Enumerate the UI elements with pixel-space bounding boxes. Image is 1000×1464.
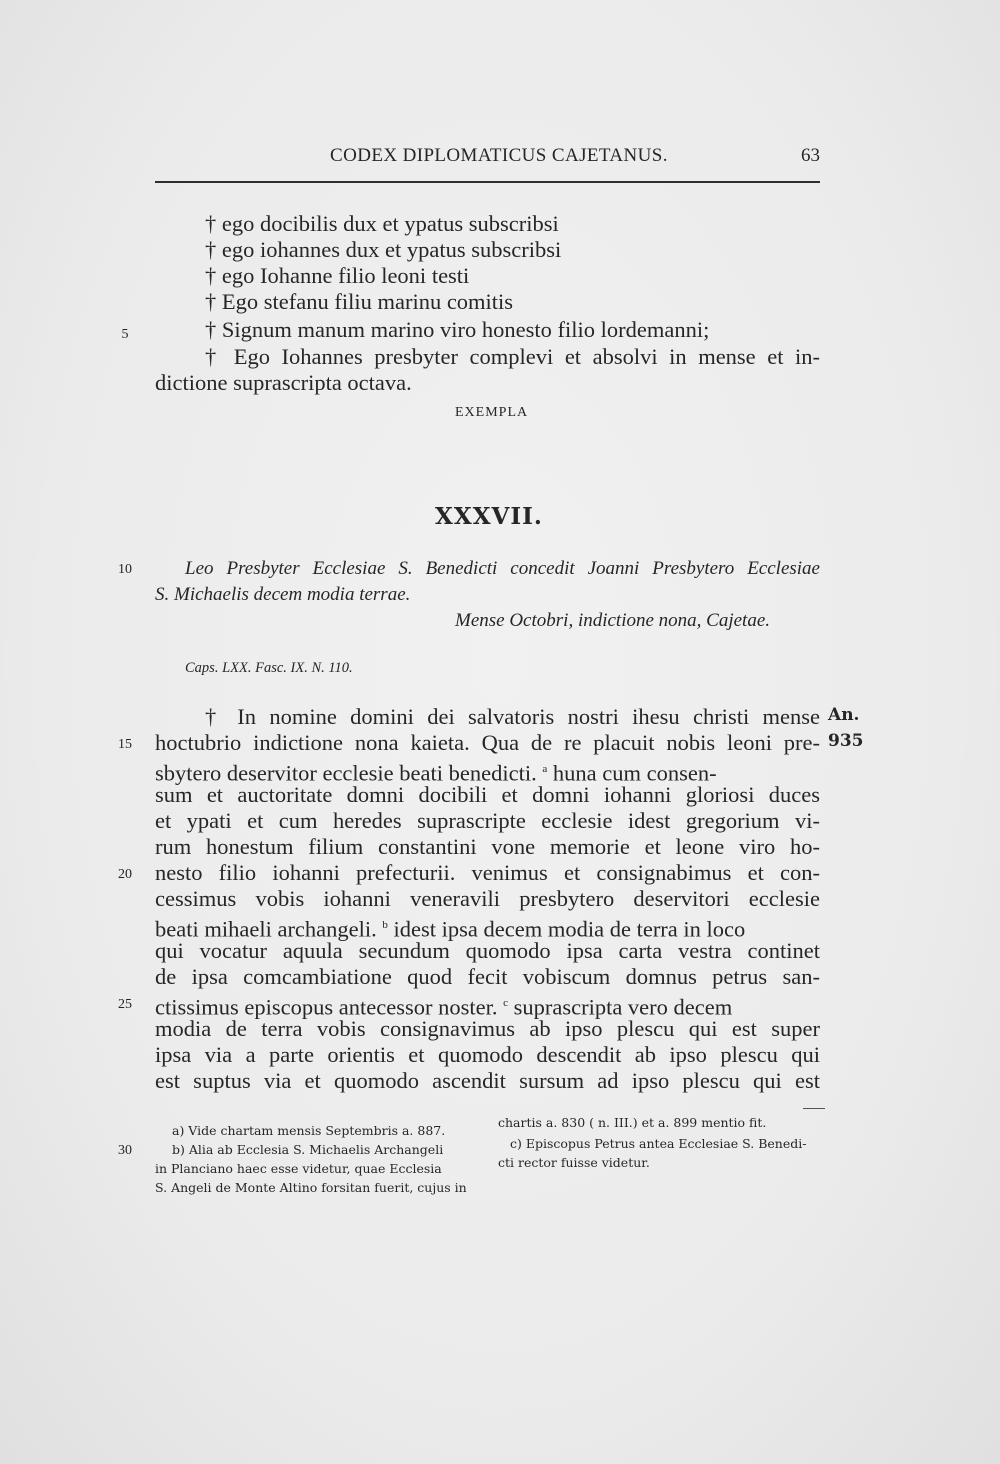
body-line: sbytero deservitor ecclesie beati benedicti. $^a$ huna cum consen- (155, 760, 717, 786)
header-rule (155, 181, 820, 183)
signature-line: † Ego stefanu filiu marinu comitis (205, 289, 514, 314)
body-line: est suptus via et quomodo ascendit sursum ad ipso plescu qui est (155, 1068, 820, 1093)
running-title: CODEX DIPLOMATICUS CAJETANUS. (330, 145, 668, 166)
margin-line-number: 25 (118, 997, 132, 1012)
body-line: beati mihaeli archangeli. $^b$ idest ipsa decem modia de terra in loco (155, 916, 746, 942)
body-line: modia de terra vobis consignavimus ab ipso plescu qui est super (155, 1016, 820, 1041)
body-line: nesto filio iohanni prefecturii. venimus et consignabimus et con- (155, 860, 820, 885)
signature-line: † Signum manum marino viro honesto filio lordemanni; (205, 317, 710, 342)
margin-line-number: 15 (118, 737, 132, 752)
footnote-mark[interactable]: a (542, 763, 548, 775)
footnote-mark[interactable]: b (382, 919, 388, 931)
footnote-mark[interactable]: c (503, 997, 508, 1009)
signature-line: dictione suprascripta octava. (155, 370, 412, 395)
page-number: 63 (801, 145, 820, 166)
body-line: sum et auctoritate domni docibili et domni iohanni gloriosi duces (155, 782, 820, 807)
footnote-line: in Planciano haec esse videtur, quae Ecclesia (155, 1161, 442, 1176)
signature-line: † ego iohannes dux et ypatus subscribsi (205, 237, 562, 262)
body-line: et ypati et cum heredes suprascripte ecclesie idest gregorium vi- (155, 808, 820, 833)
body-line: hoctubrio indictione nona kaieta. Qua de re placuit nobis leoni pre- (155, 730, 820, 755)
footnote-line: cti rector fuisse videtur. (498, 1155, 650, 1170)
footnote-line: b) Alia ab Ecclesia S. Michaelis Archangeli (172, 1142, 444, 1157)
body-line: de ipsa comcambiatione quod fecit vobiscum domnus petrus san- (155, 964, 820, 989)
body-line: ctissimus episcopus antecessor noster. $^c$ suprascripta vero decem (155, 994, 733, 1020)
running-header (155, 145, 820, 175)
body-line: ipsa via a parte orientis et quomodo descendit ab ipso plescu qui (155, 1042, 820, 1067)
footnote-line: a) Vide chartam mensis Septembris a. 887. (172, 1123, 446, 1138)
margin-year: 935 (828, 731, 864, 751)
footnote-line: c) Episcopus Petrus antea Ecclesiae S. Benedi- (510, 1136, 807, 1151)
signature-line: † ego docibilis dux et ypatus subscribsi (205, 211, 559, 236)
margin-line-number: 10 (118, 562, 132, 577)
body-line: rum honestum filium constantini vone memorie et leone viro ho- (155, 834, 820, 859)
footnote-line: chartis a. 830 ( n. III.) et a. 899 mentio fit. (498, 1115, 767, 1130)
signature-line: † ego Iohanne filio leoni testi (205, 263, 470, 288)
summary-line: Leo Presbyter Ecclesiae S. Benedicti concedit Joanni Presbytero Ecclesiae (185, 558, 820, 579)
archive-reference: Caps. LXX. Fasc. IX. N. 110. (185, 660, 353, 676)
margin-year-label: An. (828, 705, 860, 725)
body-line: qui vocatur aquula secundum quomodo ipsa carta vestra continet (155, 938, 820, 963)
footnote-line: S. Angeli de Monte Altino forsitan fuerit, cujus in (155, 1180, 467, 1195)
margin-line-number: 5 (121, 327, 129, 342)
date-line: Mense Octobri, indictione nona, Cajetae. (455, 610, 771, 631)
exempla-label: EXEMPLA (455, 405, 529, 420)
footnote-rule (803, 1108, 825, 1109)
summary-line: S. Michaelis decem modia terrae. (155, 584, 411, 605)
body-line: cessimus vobis iohanni veneravili presbytero deservitori ecclesie (155, 886, 820, 911)
body-line: † In nomine domini dei salvatoris nostri ihesu christi mense (205, 704, 820, 729)
margin-line-number: 20 (118, 867, 132, 882)
signature-line: † Ego Iohannes presbyter complevi et absolvi in mense et in- (205, 344, 820, 369)
chapter-number: XXXVII. (435, 503, 543, 530)
margin-line-number: 30 (118, 1143, 132, 1158)
